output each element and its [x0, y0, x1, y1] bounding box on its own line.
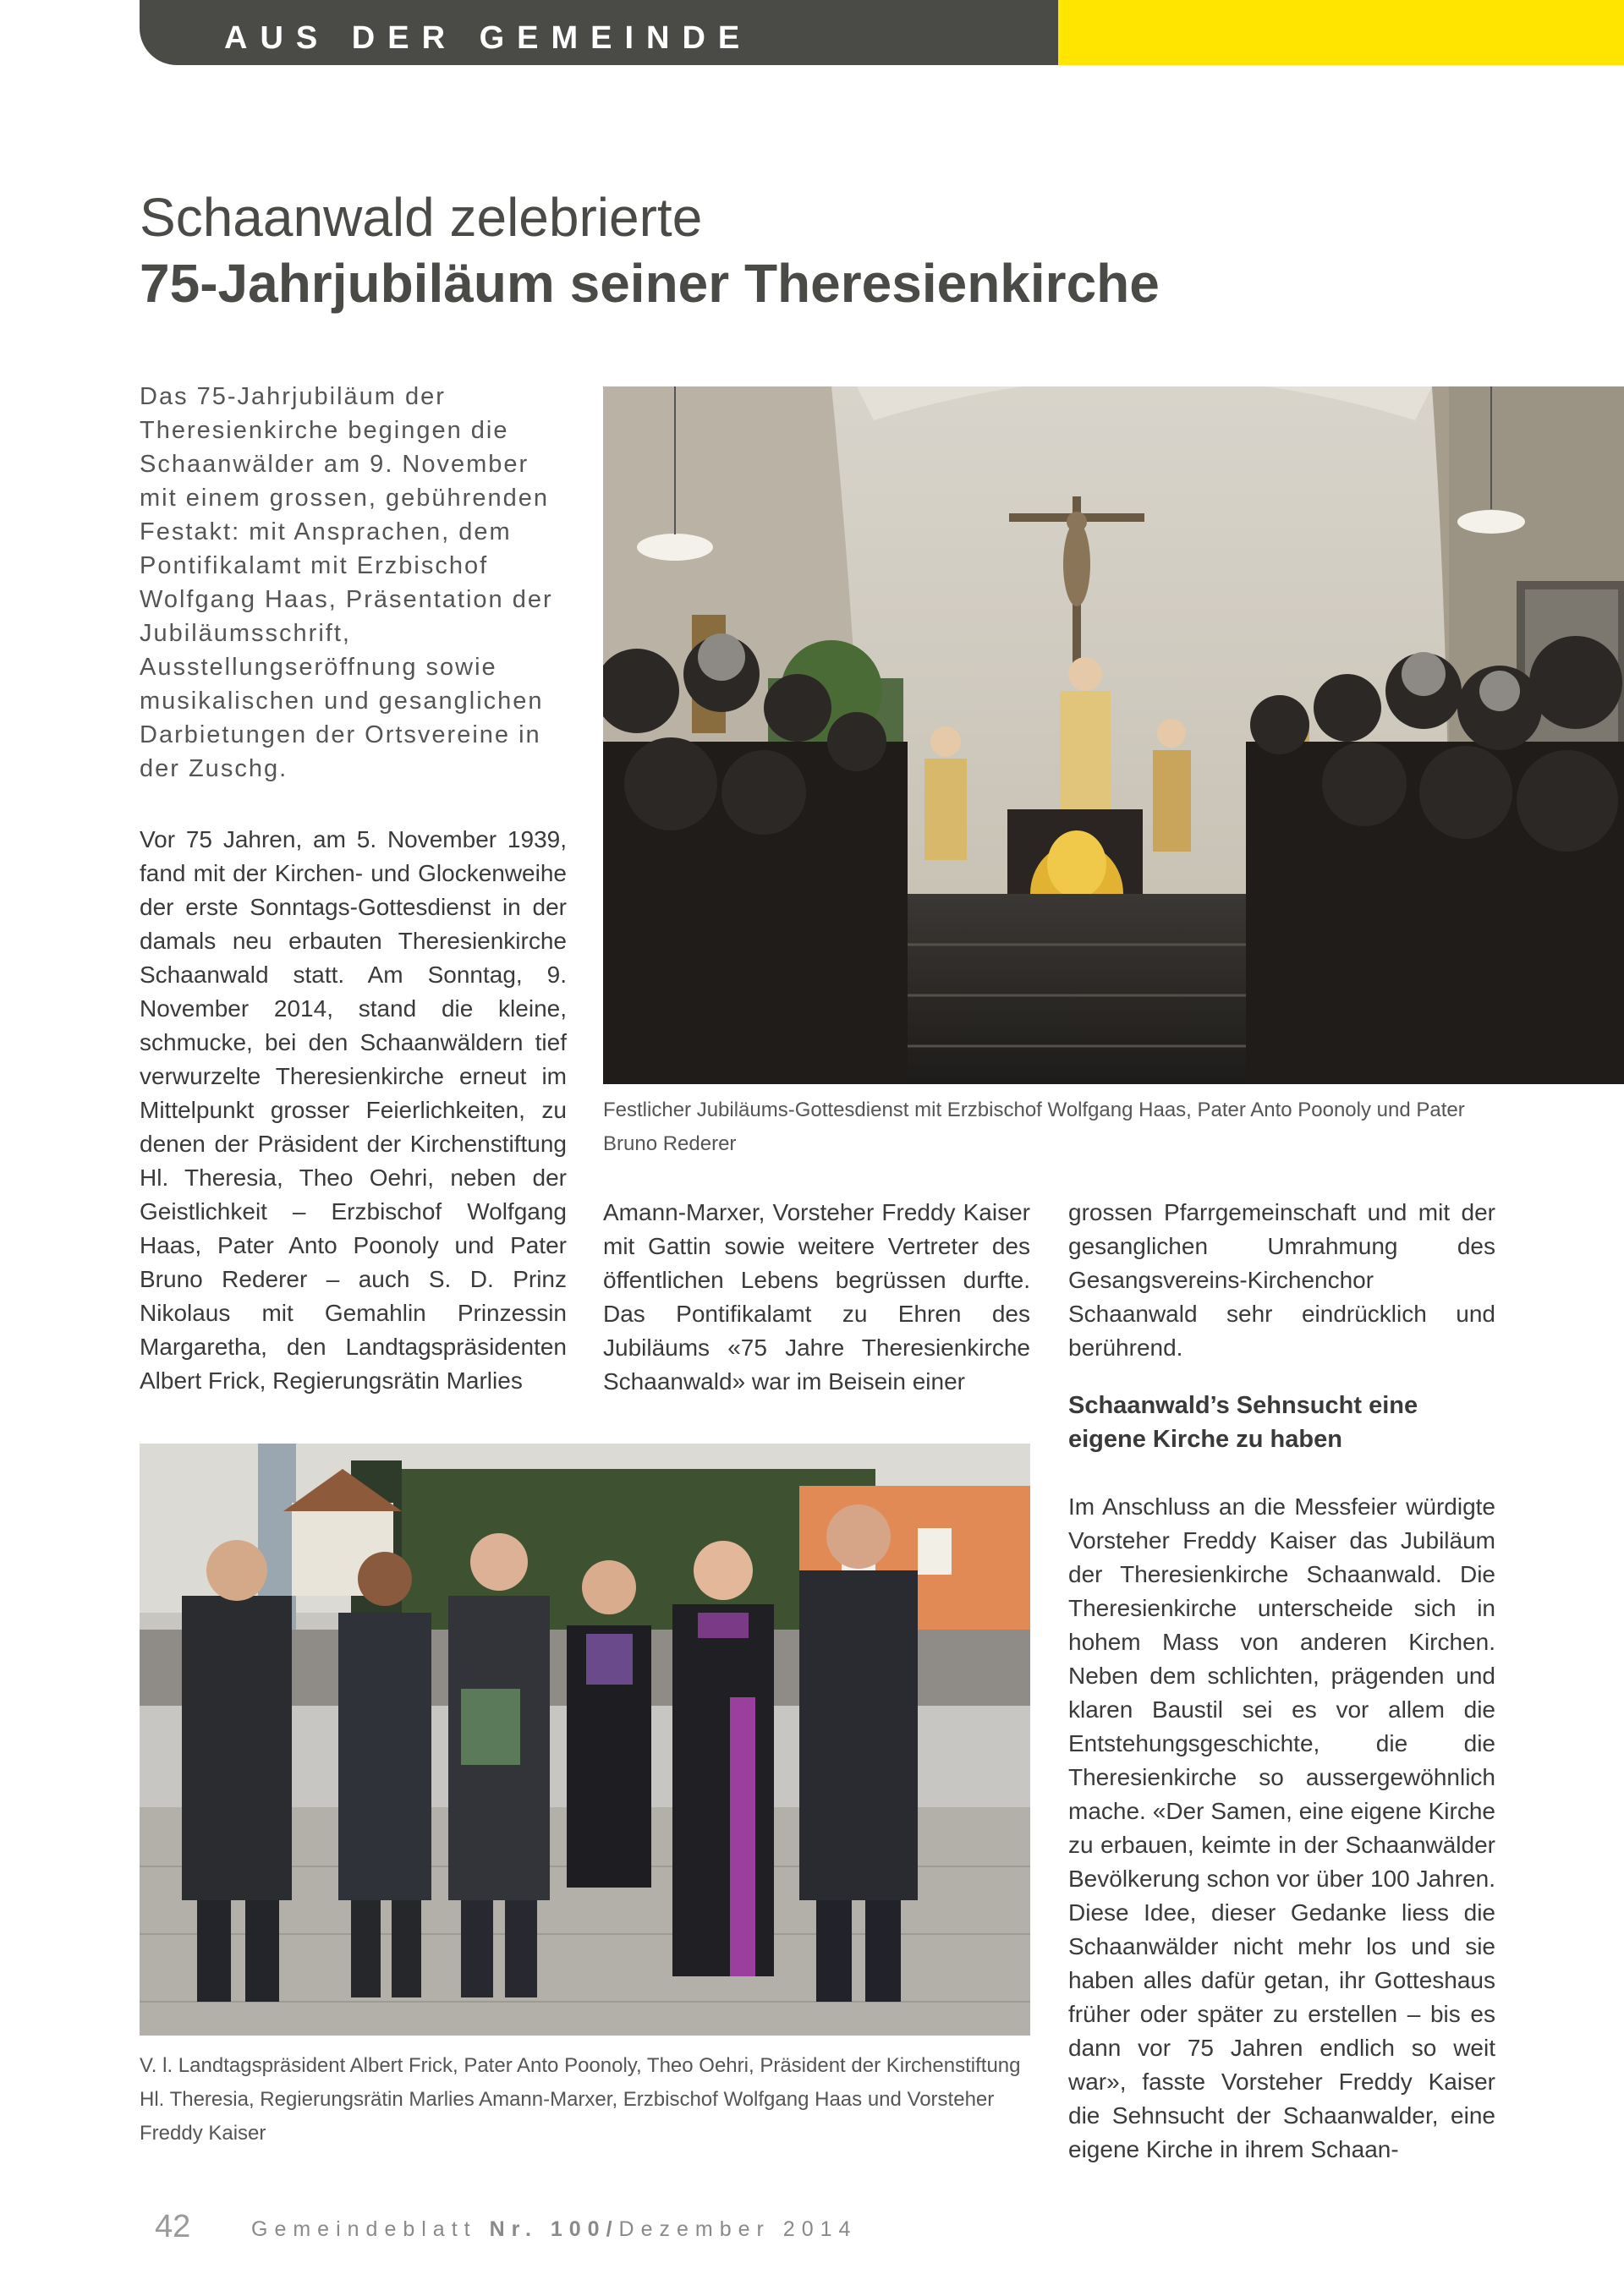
- section-header-bar: [140, 0, 1058, 65]
- footer-separator: /: [606, 2217, 619, 2241]
- article-subheading: Schaanwald’s Sehnsucht eine eigene Kirche zu haben: [1068, 1392, 1418, 1453]
- group-portrait-illustration: [140, 1444, 1030, 2036]
- column-3-text: Im Anschluss an die Messfeier würdigte Vorsteher Freddy Kaiser das Jubiläum der Theresienkirche Schaanwald. Die Theresienkirche unterscheide sich in hohem Mass von anderen Kirchen. Neben dem schlichten, prägenden und klaren Baustil sei es vor allem die Entstehungsgeschichte, die die Theresienkirche so aussergewöhnlich mache. «Der Samen, eine eigene Kirche zu erbauen, keimte in der Schaanwälder Bevölkerung schon vor über 100 Jahren. Diese Idee, dieser Gedanke liess die Schaanwälder nicht mehr los und sie haben alles dafür getan, ihr Gotteshaus früher oder später zu erstellen – bis es dann vor 75 Jahren endlich so weit war», fasste Vorsteher Freddy Kaiser die Sehnsucht der Schaanwalder, eine eigene Kirche in ihrem Schaan-: [1068, 1493, 1495, 2162]
- article-column-2: [603, 1196, 1030, 1399]
- issue-number: Nr. 100: [489, 2217, 606, 2241]
- article-lead: Das 75-Jahrjubiläum der Theresienkirche begingen die Schaanwälder am 9. November mit einem grossen, gebührenden Festakt: mit Ansprachen, dem Pontifikalamt mit Erzbischof Wolfgang Haas, Präsentation der Jubiläumsschrift, Ausstellungseröffnung sowie musikalischen und gesanglichen Darbietungen der Ortsvereine in der Zuschg.: [140, 383, 553, 782]
- group-portrait-photo: [140, 1444, 1030, 2036]
- issue-date: Dezember 2014: [618, 2217, 858, 2241]
- header-accent-stripe: [1058, 0, 1624, 65]
- magazine-name: Gemeindeblatt: [251, 2217, 477, 2241]
- church-service-photo: [603, 386, 1624, 1084]
- church-service-illustration: [603, 386, 1624, 1084]
- headline-line-2: 75-Jahrjubiläum seiner Theresienkirche: [140, 253, 1160, 314]
- article-column-1: [140, 823, 567, 1398]
- church-photo-caption: Festlicher Jubiläums-Gottesdienst mit Erzbischof Wolfgang Haas, Pater Anto Poonoly und Pater Bruno Rederer: [603, 1099, 1465, 1155]
- headline-line-1: Schaanwald zelebrierte: [140, 187, 703, 248]
- group-photo-caption: V. l. Landtagspräsident Albert Frick, Pater Anto Poonoly, Theo Oehri, Präsident der Kirchenstiftung Hl. Theresia, Regierungsrätin Marlies Amann-Marxer, Erzbischof Wolfgang Haas und Vorsteher Freddy Kaiser: [140, 2054, 1021, 2145]
- column-3-intro: grossen Pfarrgemeinschaft und mit der gesanglichen Umrahmung des Gesangsvereins-Kirchenchor Schaanwald sehr eindrücklich und berührend.: [1068, 1199, 1495, 1361]
- page-number: 42: [155, 2209, 191, 2244]
- section-title: AUS DER GEMEINDE: [224, 20, 753, 56]
- column-1-text: Vor 75 Jahren, am 5. November 1939, fand mit der Kirchen- und Glockenweihe der erste Sonntags-Gottesdienst in der damals neu erbauten Theresienkirche Schaanwald statt. Am Sonntag, 9. November 2014, stand die kleine, schmucke, bei den Schaanwäldern tief verwurzelte Theresienkirche erneut im Mittelpunkt grosser Feierlichkeiten, zu denen der Präsident der Kirchenstiftung Hl. Theresia, Theo Oehri, neben der Geistlichkeit – Erzbischof Wolfgang Haas, Pater Anto Poonoly und Pater Bruno Rederer – auch S. D. Prinz Nikolaus mit Gemahlin Prinzessin Margaretha, den Landtagspräsidenten Albert Frick, Regierungsrätin Marlies: [140, 826, 567, 1394]
- magazine-footer: [251, 2217, 857, 2242]
- column-2-text: Amann-Marxer, Vorsteher Freddy Kaiser mit Gattin sowie weitere Vertreter des öffentlichen Lebens begrüssen durfte. Das Pontifikalamt zu Ehren des Jubiläums «75 Jahre Theresienkirche Schaanwald» war im Beisein einer: [603, 1199, 1030, 1395]
- article-column-3: [1068, 1196, 1495, 2167]
